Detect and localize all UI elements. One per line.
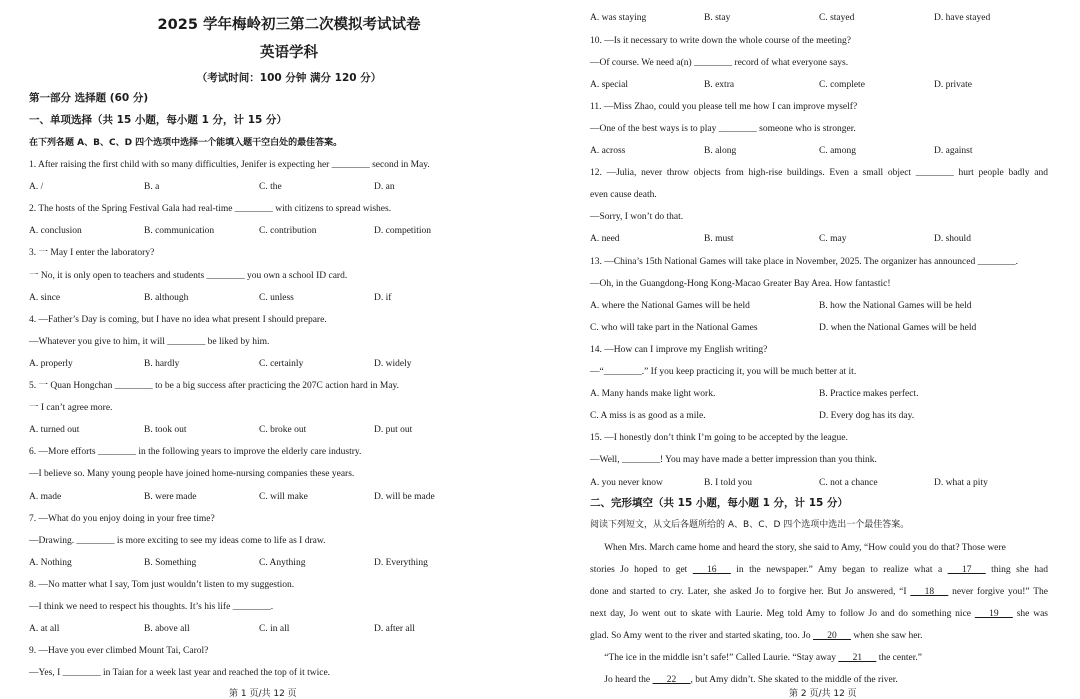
question-line: —One of the best ways is to play ________ someone who is stronger.	[590, 123, 856, 134]
question-stem: 7. —What do you enjoy doing in your free time?	[29, 513, 215, 524]
option-row	[29, 623, 549, 635]
answer-option[interactable]: B. stay	[704, 13, 731, 23]
exam-info: （考试时间：100 分钟 满分 120 分）	[196, 72, 382, 84]
passage-text: When Mrs. March came home and heard the story, she said to Amy, “How could you do that? Those were	[590, 542, 1006, 553]
answer-option[interactable]: D. if	[374, 292, 392, 303]
section2-instruction: 阅读下列短文，从文后各题所给的 A、B、C、D 四个选项中选出一个最佳答案。	[590, 520, 910, 530]
answer-option[interactable]: A. across	[590, 146, 626, 156]
answer-option[interactable]: A. turned out	[29, 425, 80, 436]
option-row	[29, 358, 549, 370]
answer-option[interactable]: C. Anything	[259, 557, 306, 568]
page-number-left: 第 1 页/共 12 页	[229, 689, 297, 699]
answer-option[interactable]: D. will be made	[374, 491, 435, 502]
answer-option[interactable]: A. /	[29, 182, 44, 193]
question-stem: 13. —China’s 15th National Games will take place in November, 2025. The organizer has announced ________.	[590, 256, 1018, 267]
answer-option[interactable]: B. although	[144, 292, 189, 303]
option-row	[590, 145, 1052, 157]
answer-option[interactable]: B. along	[704, 146, 737, 156]
blank-number[interactable]: 22	[652, 675, 691, 686]
answer-option[interactable]: C. certainly	[259, 358, 304, 369]
answer-option[interactable]: B. how the National Games will be held	[819, 300, 972, 311]
exam-title: 2025 学年梅岭初三第二次模拟考试试卷	[157, 17, 421, 33]
answer-option[interactable]: C. A miss is as good as a mile.	[590, 411, 706, 422]
passage-line	[590, 608, 1048, 620]
question-line: 一 No, it is only open to teachers and students ________ you own a school ID card.	[29, 270, 348, 281]
answer-option[interactable]: D. Everything	[374, 557, 428, 568]
option-row	[29, 491, 549, 503]
answer-option[interactable]: B. above all	[144, 624, 190, 635]
answer-option[interactable]: C. stayed	[819, 13, 855, 23]
passage-text: never forgive you!” The	[948, 586, 1048, 597]
answer-option[interactable]: C. may	[819, 234, 847, 245]
question-line: 一 I can’t agree more.	[29, 403, 113, 414]
answer-option[interactable]: B. a	[144, 182, 160, 193]
question-stem: 12. —Julia, never throw objects from high-rise buildings. Even a small object ________ hurt people badly and	[590, 168, 1048, 179]
question-line: even cause death.	[590, 190, 657, 201]
answer-option[interactable]: A. Nothing	[29, 557, 72, 568]
passage-text: next day, Jo went out to skate with Laurie. Meg told Amy to follow Jo and do something nice	[590, 608, 975, 619]
passage-text: when she saw her.	[850, 630, 923, 641]
answer-option[interactable]: D. against	[934, 146, 973, 156]
option-row	[590, 79, 1052, 91]
passage-line	[590, 652, 922, 664]
answer-option[interactable]: D. widely	[374, 358, 412, 369]
question-line: —I think we need to respect his thoughts. It’s his life ________.	[29, 602, 274, 612]
question-line: —Of course. We need a(n) ________ record of what everyone says.	[590, 57, 849, 68]
section1-instruction: 在下列各题 A、B、C、D 四个选项中选择一个能填入题干空白处的最佳答案。	[29, 138, 343, 148]
answer-option[interactable]: B. took out	[144, 425, 187, 436]
answer-option[interactable]: D. have stayed	[934, 13, 991, 23]
answer-option[interactable]: C. broke out	[259, 425, 307, 436]
blank-number[interactable]: 16	[692, 564, 731, 575]
answer-option[interactable]: B. were made	[144, 491, 197, 502]
question-stem: 10. —Is it necessary to write down the whole course of the meeting?	[590, 35, 851, 46]
answer-option[interactable]: B. extra	[704, 79, 735, 90]
option-row	[590, 300, 1052, 312]
option-row	[29, 424, 549, 436]
answer-option[interactable]: D. private	[934, 79, 972, 90]
answer-option[interactable]: A. special	[590, 79, 628, 90]
blank-number[interactable]: 17	[947, 564, 986, 575]
answer-option[interactable]: C. who will take part in the National Games	[590, 322, 758, 333]
answer-option[interactable]: C. unless	[259, 292, 294, 303]
option-row	[590, 410, 1052, 422]
question-line: —I believe so. Many young people have joined home-nursing companies these years.	[29, 469, 355, 480]
question-stem: 11. —Miss Zhao, could you please tell me how I can improve myself?	[590, 101, 858, 112]
section1-heading: 一、单项选择（共 15 小题，每小题 1 分，计 15 分）	[29, 114, 287, 126]
answer-option[interactable]: A. properly	[29, 358, 73, 369]
question-stem: 5. 一 Quan Hongchan ________ to be a big success after practicing the 207C action hard in May.	[29, 381, 400, 391]
question-stem: 6. —More efforts ________ in the following years to improve the elderly care industry.	[29, 447, 362, 458]
question-line: —Yes, I ________ in Taian for a week last year and reached the top of it twice.	[29, 668, 331, 679]
question-stem: 14. —How can I improve my English writing?	[590, 344, 768, 355]
question-line: —Well, ________! You may have made a better impression than you think.	[590, 455, 877, 466]
answer-option[interactable]: A. since	[29, 292, 61, 303]
answer-option[interactable]: A. conclusion	[29, 226, 82, 237]
answer-option[interactable]: B. hardly	[144, 358, 180, 369]
passage-text: done and started to cry. Later, she asked Jo to forgive her. But Jo answered, “I	[590, 586, 911, 597]
passage-text: she was	[1012, 608, 1048, 619]
passage-text: the center.”	[876, 653, 922, 663]
option-row	[590, 388, 1052, 400]
blank-number[interactable]: 18	[910, 586, 949, 597]
question-line: —“________.” If you keep practicing it, you will be much better at it.	[590, 367, 857, 377]
option-row	[590, 322, 1052, 334]
answer-option[interactable]: C. the	[259, 182, 282, 193]
answer-option[interactable]: A. you never know	[590, 477, 663, 488]
answer-option[interactable]: C. not a chance	[819, 477, 878, 488]
page-number-right: 第 2 页/共 12 页	[789, 689, 857, 699]
question-stem: 4. —Father’s Day is coming, but I have no idea what present I should prepare.	[29, 314, 327, 325]
blank-number[interactable]: 20	[812, 630, 851, 641]
passage-line	[590, 586, 1048, 598]
option-row	[590, 233, 1052, 245]
question-stem: 1. After raising the first child with so many difficulties, Jenifer is expecting her ________ second in May.	[29, 160, 430, 170]
answer-option[interactable]: D. Every dog has its day.	[819, 411, 915, 422]
question-line: —Sorry, I won’t do that.	[590, 212, 684, 223]
answer-option[interactable]: D. what a pity	[934, 477, 988, 488]
answer-option[interactable]: A. where the National Games will be held	[590, 300, 750, 311]
answer-option[interactable]: B. communication	[144, 226, 215, 237]
answer-option[interactable]: B. Something	[144, 557, 197, 568]
question-stem: 15. —I honestly don’t think I’m going to be accepted by the league.	[590, 433, 848, 444]
passage-line	[590, 674, 898, 686]
option-row	[29, 225, 549, 237]
answer-option[interactable]: D. when the National Games will be held	[819, 322, 977, 333]
blank-number[interactable]: 21	[838, 653, 877, 663]
answer-option[interactable]: D. an	[374, 182, 395, 193]
question-stem: 2. The hosts of the Spring Festival Gala had real-time ________ with citizens to spread wishes.	[29, 204, 392, 215]
answer-option[interactable]: D. should	[934, 234, 971, 245]
question-stem: 9. —Have you ever climbed Mount Tai, Carol?	[29, 646, 209, 657]
answer-option[interactable]: D. put out	[374, 425, 413, 436]
question-line: —Oh, in the Guangdong-Hong Kong-Macao Greater Bay Area. How fantastic!	[590, 278, 891, 289]
question-stem: 3. 一 May I enter the laboratory?	[29, 248, 155, 259]
answer-option[interactable]: B. must	[704, 234, 734, 245]
answer-option[interactable]: C. will make	[259, 491, 308, 502]
answer-option[interactable]: C. in all	[259, 624, 290, 635]
question-line: —Whatever you give to him, it will ________ be liked by him.	[29, 336, 270, 347]
blank-number[interactable]: 19	[974, 608, 1013, 619]
section2-heading: 二、完形填空（共 15 小题，每小题 1 分，计 15 分）	[590, 497, 848, 509]
answer-option[interactable]: A. need	[590, 234, 620, 245]
passage-line	[590, 630, 922, 642]
part1-heading: 第一部分 选择题 (60 分)	[29, 92, 149, 104]
answer-option[interactable]: C. complete	[819, 79, 865, 90]
passage-text: in the newspaper.” Amy began to realize what a	[730, 564, 948, 575]
passage-text: stories Jo hoped to get	[590, 564, 693, 575]
answer-option[interactable]: A. Many hands make light work.	[590, 389, 716, 400]
passage-text: “The ice in the middle isn’t safe!” Called Laurie. “Stay away	[590, 653, 839, 663]
answer-option[interactable]: C. among	[819, 146, 856, 156]
question-line: —Drawing. ________ is more exciting to see my ideas come to life as I draw.	[29, 535, 326, 546]
subject-title: 英语学科	[260, 45, 318, 61]
answer-option[interactable]: B. Practice makes perfect.	[819, 389, 919, 400]
answer-option[interactable]: B. I told you	[704, 477, 753, 488]
answer-option[interactable]: A. was staying	[590, 13, 647, 23]
option-row	[29, 181, 549, 193]
option-row	[29, 557, 549, 569]
passage-text: , but Amy didn’t. She skated to the middle of the river.	[690, 675, 898, 686]
option-row	[590, 477, 1052, 489]
option-row	[590, 12, 1052, 24]
answer-option[interactable]: C. contribution	[259, 226, 317, 237]
question-stem: 8. —No matter what I say, Tom just wouldn’t listen to my suggestion.	[29, 579, 295, 590]
passage-line	[590, 542, 1006, 554]
answer-option[interactable]: A. at all	[29, 624, 60, 635]
passage-line	[590, 564, 1048, 576]
answer-option[interactable]: A. made	[29, 491, 62, 502]
option-row	[29, 292, 549, 304]
passage-text: Jo heard the	[590, 675, 653, 686]
passage-text: glad. So Amy went to the river and started skating, too. Jo	[590, 630, 813, 641]
answer-option[interactable]: D. competition	[374, 226, 431, 237]
passage-text: thing she had	[985, 564, 1048, 575]
answer-option[interactable]: D. after all	[374, 624, 415, 635]
